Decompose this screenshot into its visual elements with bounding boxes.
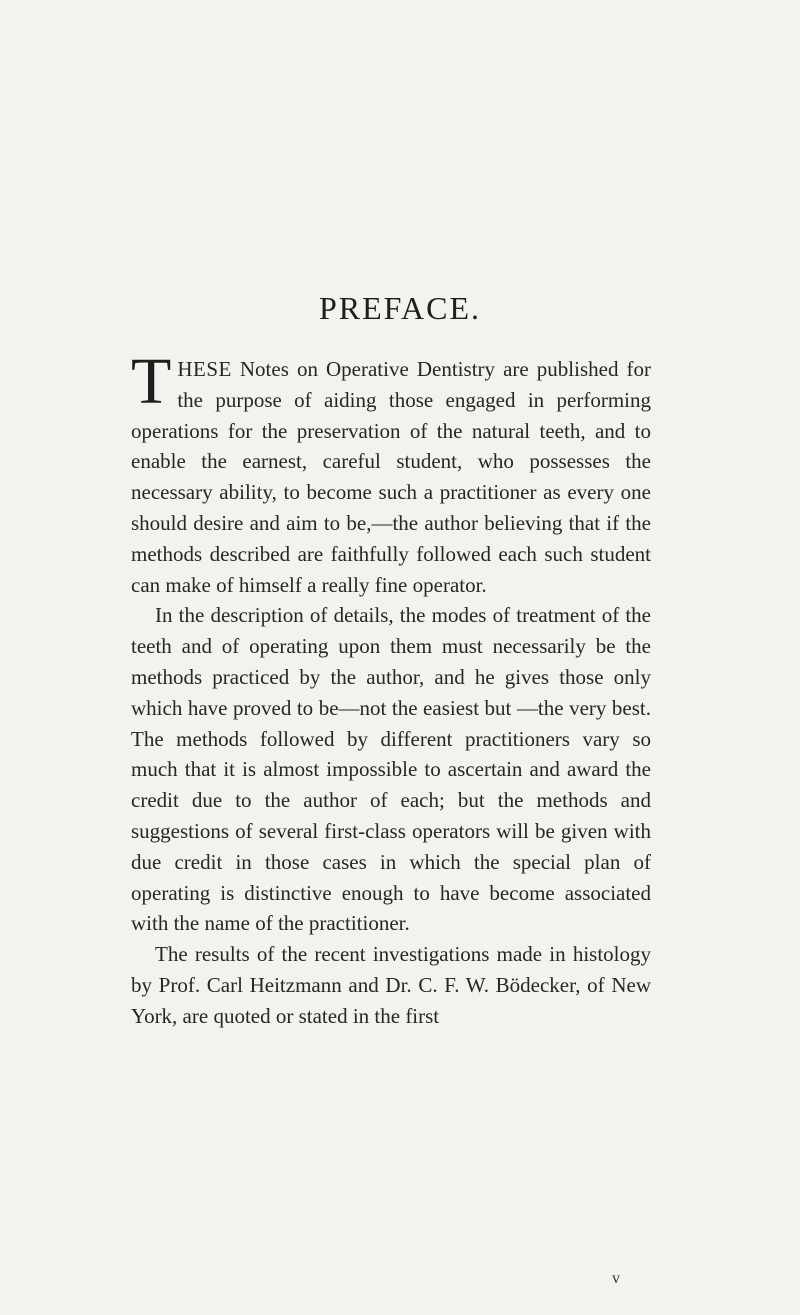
page-number: v — [612, 1270, 620, 1287]
paragraph-1 — [131, 345, 651, 600]
paragraph-3: The results of the recent investigations made in histology by Prof. Carl Heitzmann and Dr. C. F. W. Bödecker, of New York, are quoted or stated in the first — [131, 942, 651, 1028]
paragraph-1-text: Notes on Operative Dentistry are published for the purpose of aiding those engaged in performing operations for the preservation of the natural teeth, and to enable the earnest, careful student, who possesses the necessary ability, to become such a practitioner as every one should desire and aim to be,—the author believing that if the methods described are faithfully followed each such student can make of himself a really fine operator. — [131, 357, 651, 597]
small-caps-lead: HESE — [177, 357, 232, 381]
page-title: PREFACE. — [318, 290, 482, 326]
paragraph-2: In the description of details, the modes of treatment of the teeth and of operating upon them must necessarily be the methods practiced by the author, and he gives those only which have proved to be—not the easiest but —the very best. The methods followed by different practitioners vary so much that it is almost impossible to ascertain and award the credit due to the author of each; but the methods and suggestions of several first-class operators will be given with due credit in those cases in which the special plan of operating is distinctive enough to have become associated with the name of the practitioner. — [131, 603, 651, 936]
drop-cap: T — [131, 345, 172, 418]
preface-body — [131, 345, 651, 1032]
